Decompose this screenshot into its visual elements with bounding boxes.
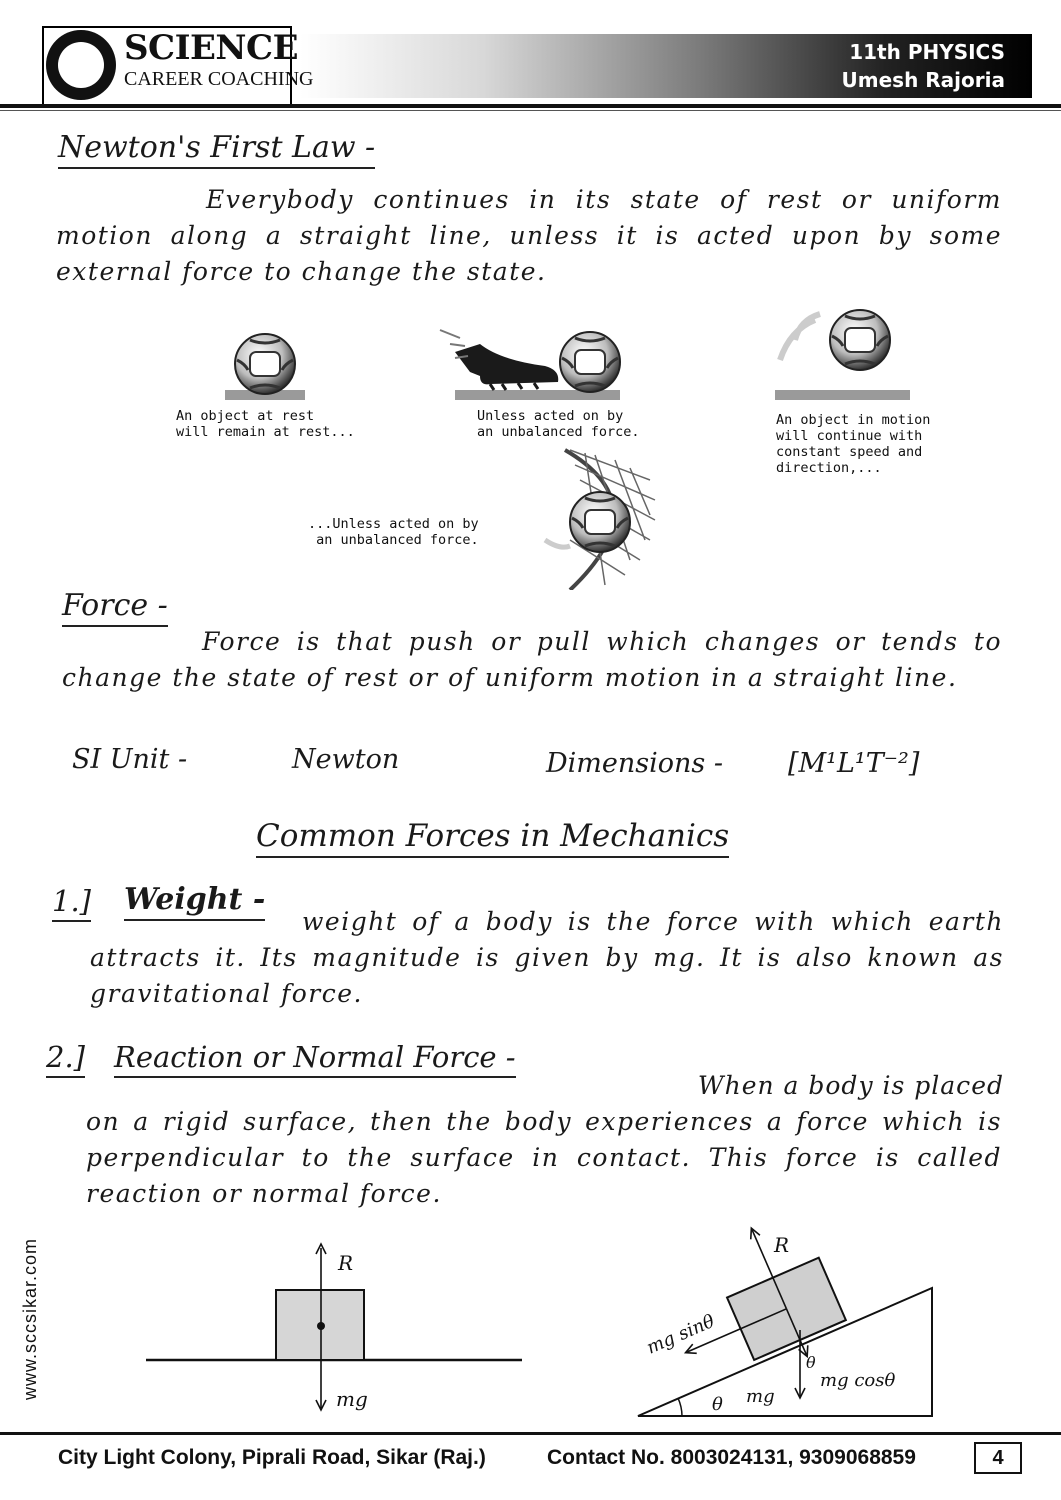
label-mg-sin: mg sinθ bbox=[643, 1310, 718, 1359]
theta-arc bbox=[678, 1398, 682, 1416]
header-divider-thin bbox=[0, 110, 1061, 111]
caption-in-motion: An object in motion will continue with constant speed and direction,... bbox=[776, 412, 931, 476]
author-name: Umesh Rajoria bbox=[841, 68, 1005, 92]
weight-text: weight of a body is the force with which earth attracts it. Its magnitude is given by mg. It is also known as gravitational force. bbox=[90, 907, 1004, 1008]
caption-at-rest: An object at rest will remain at rest... bbox=[176, 408, 355, 440]
logo-subtitle: CAREER COACHING bbox=[124, 68, 314, 90]
normal-force-incline-diagram bbox=[630, 1226, 940, 1422]
reaction-text: on a rigid surface, then the body experiences a force which is perpendicular to the surface in contact. This force is called reaction or normal force. bbox=[86, 1107, 1002, 1208]
ball-motion-icon bbox=[780, 310, 890, 370]
reaction-text-first: When a body is placed bbox=[697, 1071, 1004, 1100]
class-label: 11th PHYSICS bbox=[849, 40, 1005, 64]
footer-address: City Light Colony, Piprali Road, Sikar (Raj.) bbox=[58, 1446, 486, 1469]
header-divider bbox=[0, 104, 1061, 108]
label-mg-cos: mg cosθ bbox=[820, 1370, 896, 1391]
website-url: www.sccsikar.com bbox=[20, 1237, 40, 1400]
label-r-incline: R bbox=[774, 1233, 790, 1257]
dimensions-label: Dimensions - bbox=[546, 748, 723, 779]
page-number: 4 bbox=[974, 1442, 1022, 1474]
label-theta-block: θ bbox=[806, 1353, 816, 1372]
normal-force-flat-diagram bbox=[140, 1240, 530, 1420]
label-mg: mg bbox=[336, 1387, 368, 1411]
footer-contact: Contact No. 8003024131, 9309068859 bbox=[547, 1446, 916, 1469]
ball-net-icon bbox=[545, 492, 630, 552]
caption-unbalanced-force-net: ...Unless acted on by an unbalanced force. bbox=[308, 516, 479, 548]
logo-emblem-inner bbox=[58, 42, 104, 88]
weight-number: 1.] bbox=[52, 884, 91, 918]
label-mg-incline: mg bbox=[746, 1386, 775, 1407]
reaction-heading: Reaction or Normal Force - bbox=[114, 1040, 516, 1074]
ground-pad-3 bbox=[775, 390, 910, 400]
newtons-first-law-text: Everybody continues in its state of rest or uniform motion along a straight line, unless it is acted upon by some external force to change the state. bbox=[56, 185, 1002, 286]
footer-divider bbox=[0, 1432, 1061, 1435]
common-forces-heading: Common Forces in Mechanics bbox=[256, 818, 729, 854]
si-unit-value: Newton bbox=[292, 744, 400, 775]
boot-icon bbox=[440, 330, 558, 390]
reaction-number: 2.] bbox=[46, 1040, 85, 1074]
label-r: R bbox=[338, 1251, 354, 1275]
ball-rest-icon bbox=[235, 334, 295, 394]
logo-title: SCIENCE bbox=[124, 28, 298, 68]
si-unit-label: SI Unit - bbox=[72, 744, 188, 775]
ball-kicked-icon bbox=[560, 332, 620, 392]
caption-unbalanced-force: Unless acted on by an unbalanced force. bbox=[477, 408, 640, 440]
force-heading: Force - bbox=[62, 588, 168, 623]
weight-heading: Weight - bbox=[124, 882, 265, 917]
force-definition: Force is that push or pull which changes or tends to change the state of rest or of uniform motion in a straight line. bbox=[62, 627, 1002, 692]
dimensions-value: [M¹L¹T⁻²] bbox=[788, 748, 920, 779]
newtons-first-law-heading: Newton's First Law - bbox=[58, 130, 375, 165]
label-theta-base: θ bbox=[712, 1394, 723, 1415]
